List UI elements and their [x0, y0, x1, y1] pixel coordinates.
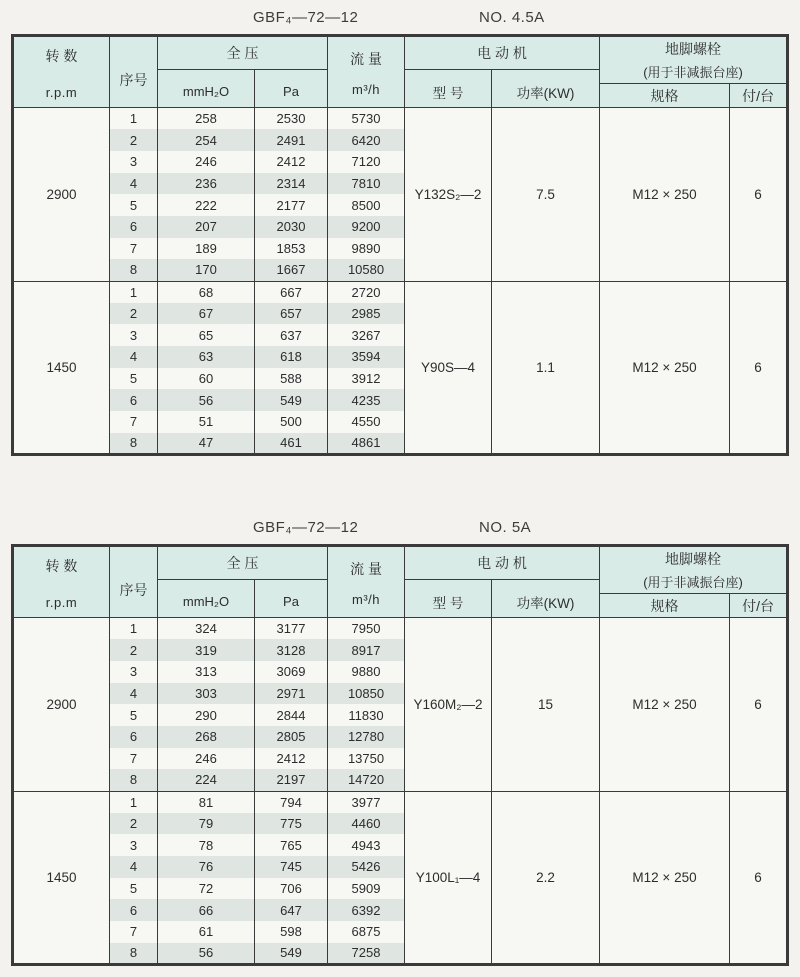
- pressure-pa-cell: 2314: [255, 173, 328, 195]
- pressure-pa-cell: 637: [255, 324, 328, 346]
- flow-cell: 9200: [328, 216, 405, 238]
- seq-cell: 6: [110, 389, 158, 411]
- pressure-mmh2o-cell: 56: [158, 389, 255, 411]
- pressure-mmh2o-cell: 170: [158, 259, 255, 281]
- pressure-pa-cell: 3069: [255, 661, 328, 683]
- fan-model-code: GBF₄—72—12: [253, 519, 359, 536]
- seq-cell: 4: [110, 856, 158, 878]
- pressure-mmh2o-cell: 63: [158, 346, 255, 368]
- pressure-pa-cell: 3128: [255, 639, 328, 661]
- pressure-pa-cell: 588: [255, 368, 328, 390]
- pressure-mmh2o-cell: 65: [158, 324, 255, 346]
- flow-cell: 9890: [328, 238, 405, 260]
- flow-cell: 4943: [328, 834, 405, 856]
- pressure-pa-cell: 2412: [255, 151, 328, 173]
- flow-cell: 3594: [328, 346, 405, 368]
- seq-cell: 5: [110, 878, 158, 900]
- pressure-pa-cell: 461: [255, 433, 328, 455]
- pressure-pa-cell: 3177: [255, 618, 328, 640]
- pressure-pa-cell: 775: [255, 813, 328, 835]
- header-motor: 电 动 机: [405, 546, 600, 580]
- flow-cell: 10580: [328, 259, 405, 281]
- flow-cell: 8500: [328, 194, 405, 216]
- seq-cell: 8: [110, 433, 158, 455]
- seq-cell: 5: [110, 194, 158, 216]
- pressure-pa-cell: 706: [255, 878, 328, 900]
- header-mmh2o: mmH₂O: [158, 70, 255, 108]
- flow-cell: 6875: [328, 921, 405, 943]
- pressure-pa-cell: 667: [255, 281, 328, 303]
- motor-power-cell: 15: [492, 618, 600, 792]
- header-pressure: 全 压: [158, 36, 328, 70]
- pressure-pa-cell: 1667: [255, 259, 328, 281]
- header-flow-unit: m³/h: [352, 82, 381, 97]
- flow-cell: 4460: [328, 813, 405, 835]
- pressure-pa-cell: 2177: [255, 194, 328, 216]
- flow-cell: 3267: [328, 324, 405, 346]
- flow-cell: 7120: [328, 151, 405, 173]
- seq-cell: 1: [110, 618, 158, 640]
- header-pressure: 全 压: [158, 546, 328, 580]
- flow-cell: 8917: [328, 639, 405, 661]
- pressure-mmh2o-cell: 81: [158, 791, 255, 813]
- pressure-mmh2o-cell: 207: [158, 216, 255, 238]
- seq-cell: 2: [110, 303, 158, 325]
- motor-power-cell: 7.5: [492, 108, 600, 282]
- header-bolt-spec: 规格: [600, 84, 730, 108]
- flow-cell: 10850: [328, 683, 405, 705]
- flow-cell: 5730: [328, 108, 405, 130]
- fan-spec-section-5a: [11, 516, 793, 966]
- pressure-pa-cell: 657: [255, 303, 328, 325]
- pressure-mmh2o-cell: 72: [158, 878, 255, 900]
- header-motor-model: 型 号: [405, 70, 492, 108]
- spec-table-body: [13, 108, 788, 455]
- flow-cell: 4235: [328, 389, 405, 411]
- pressure-mmh2o-cell: 254: [158, 129, 255, 151]
- seq-cell: 3: [110, 324, 158, 346]
- header-seq: 序号: [110, 546, 158, 618]
- fan-model-code: GBF₄—72—12: [253, 9, 359, 26]
- spec-table-body: [13, 618, 788, 965]
- seq-cell: 8: [110, 259, 158, 281]
- bolt-spec-cell: M12 × 250: [600, 618, 730, 792]
- header-seq: 序号: [110, 36, 158, 108]
- header-rpm: [13, 36, 110, 108]
- pressure-pa-cell: 598: [255, 921, 328, 943]
- pressure-pa-cell: 549: [255, 943, 328, 965]
- pressure-mmh2o-cell: 303: [158, 683, 255, 705]
- header-bolt: [600, 546, 788, 594]
- fan-spec-section-4-5a: [11, 6, 793, 456]
- pressure-mmh2o-cell: 189: [158, 238, 255, 260]
- pressure-pa-cell: 765: [255, 834, 328, 856]
- bolt-qty-cell: 6: [730, 281, 788, 455]
- pressure-mmh2o-cell: 313: [158, 661, 255, 683]
- pressure-mmh2o-cell: 78: [158, 834, 255, 856]
- pressure-mmh2o-cell: 246: [158, 151, 255, 173]
- header-bolt-note: (用于非减振台座): [643, 65, 743, 80]
- seq-cell: 7: [110, 238, 158, 260]
- header-bolt-qty: 付/台: [730, 594, 788, 618]
- pressure-mmh2o-cell: 51: [158, 411, 255, 433]
- bolt-spec-cell: M12 × 250: [600, 791, 730, 965]
- motor-model-cell: Y132S₂—2: [405, 108, 492, 282]
- bolt-qty-cell: 6: [730, 618, 788, 792]
- header-motor-model: 型 号: [405, 580, 492, 618]
- header-flow: [328, 36, 405, 108]
- flow-cell: 6420: [328, 129, 405, 151]
- pressure-pa-cell: 2491: [255, 129, 328, 151]
- flow-cell: 2985: [328, 303, 405, 325]
- seq-cell: 8: [110, 769, 158, 791]
- bolt-qty-cell: 6: [730, 791, 788, 965]
- header-flow-unit: m³/h: [352, 592, 381, 607]
- pressure-pa-cell: 2844: [255, 704, 328, 726]
- pressure-mmh2o-cell: 224: [158, 769, 255, 791]
- header-bolt-spec: 规格: [600, 594, 730, 618]
- bolt-qty-cell: 6: [730, 108, 788, 282]
- data-row: [13, 281, 788, 303]
- flow-cell: 5426: [328, 856, 405, 878]
- header-flow-title: 流 量: [350, 561, 382, 577]
- motor-power-cell: 1.1: [492, 281, 600, 455]
- pressure-pa-cell: 2412: [255, 748, 328, 770]
- flow-cell: 2720: [328, 281, 405, 303]
- bolt-spec-cell: M12 × 250: [600, 281, 730, 455]
- pressure-pa-cell: 2530: [255, 108, 328, 130]
- flow-cell: 7950: [328, 618, 405, 640]
- header-mmh2o: mmH₂O: [158, 580, 255, 618]
- pressure-mmh2o-cell: 246: [158, 748, 255, 770]
- header-rpm-title: 转 数: [45, 558, 78, 574]
- rpm-cell: 2900: [13, 618, 110, 792]
- rpm-cell: 1450: [13, 791, 110, 965]
- seq-cell: 5: [110, 704, 158, 726]
- data-row: [13, 791, 788, 813]
- header-rpm: [13, 546, 110, 618]
- pressure-pa-cell: 2805: [255, 726, 328, 748]
- flow-cell: 14720: [328, 769, 405, 791]
- flow-cell: 11830: [328, 704, 405, 726]
- fan-size-number: NO. 5A: [479, 519, 532, 536]
- pressure-mmh2o-cell: 290: [158, 704, 255, 726]
- seq-cell: 1: [110, 791, 158, 813]
- pressure-mmh2o-cell: 258: [158, 108, 255, 130]
- flow-cell: 9880: [328, 661, 405, 683]
- pressure-mmh2o-cell: 319: [158, 639, 255, 661]
- flow-cell: 5909: [328, 878, 405, 900]
- header-motor-power: 功率(KW): [492, 70, 600, 108]
- pressure-mmh2o-cell: 236: [158, 173, 255, 195]
- seq-cell: 1: [110, 281, 158, 303]
- pressure-mmh2o-cell: 222: [158, 194, 255, 216]
- seq-cell: 7: [110, 411, 158, 433]
- spec-table: [11, 544, 789, 966]
- seq-cell: 6: [110, 216, 158, 238]
- flow-cell: 7258: [328, 943, 405, 965]
- pressure-pa-cell: 2197: [255, 769, 328, 791]
- seq-cell: 4: [110, 173, 158, 195]
- pressure-pa-cell: 647: [255, 899, 328, 921]
- header-rpm-unit: r.p.m: [45, 595, 78, 610]
- seq-cell: 2: [110, 639, 158, 661]
- pressure-pa-cell: 500: [255, 411, 328, 433]
- pressure-mmh2o-cell: 60: [158, 368, 255, 390]
- pressure-mmh2o-cell: 324: [158, 618, 255, 640]
- pressure-mmh2o-cell: 79: [158, 813, 255, 835]
- seq-cell: 3: [110, 834, 158, 856]
- header-rpm-title: 转 数: [45, 48, 78, 64]
- section-title: [11, 516, 793, 540]
- header-bolt-title: 地脚螺栓: [665, 41, 722, 57]
- pressure-pa-cell: 2030: [255, 216, 328, 238]
- seq-cell: 7: [110, 748, 158, 770]
- pressure-mmh2o-cell: 66: [158, 899, 255, 921]
- pressure-pa-cell: 2971: [255, 683, 328, 705]
- pressure-mmh2o-cell: 268: [158, 726, 255, 748]
- header-bolt: [600, 36, 788, 84]
- seq-cell: 1: [110, 108, 158, 130]
- pressure-mmh2o-cell: 47: [158, 433, 255, 455]
- header-pa: Pa: [255, 70, 328, 108]
- pressure-mmh2o-cell: 56: [158, 943, 255, 965]
- rpm-cell: 1450: [13, 281, 110, 455]
- seq-cell: 7: [110, 921, 158, 943]
- flow-cell: 7810: [328, 173, 405, 195]
- header-pa: Pa: [255, 580, 328, 618]
- header-motor-power: 功率(KW): [492, 580, 600, 618]
- seq-cell: 4: [110, 683, 158, 705]
- flow-cell: 4550: [328, 411, 405, 433]
- seq-cell: 3: [110, 151, 158, 173]
- section-title: [11, 6, 793, 30]
- pressure-mmh2o-cell: 76: [158, 856, 255, 878]
- seq-cell: 2: [110, 813, 158, 835]
- pressure-pa-cell: 549: [255, 389, 328, 411]
- motor-model-cell: Y100L₁—4: [405, 791, 492, 965]
- motor-power-cell: 2.2: [492, 791, 600, 965]
- pressure-mmh2o-cell: 61: [158, 921, 255, 943]
- flow-cell: 6392: [328, 899, 405, 921]
- pressure-pa-cell: 745: [255, 856, 328, 878]
- pressure-pa-cell: 1853: [255, 238, 328, 260]
- header-bolt-qty: 付/台: [730, 84, 788, 108]
- header-flow: [328, 546, 405, 618]
- flow-cell: 12780: [328, 726, 405, 748]
- pressure-mmh2o-cell: 68: [158, 281, 255, 303]
- pressure-mmh2o-cell: 67: [158, 303, 255, 325]
- flow-cell: 4861: [328, 433, 405, 455]
- rpm-cell: 2900: [13, 108, 110, 282]
- header-bolt-note: (用于非减振台座): [643, 575, 743, 590]
- fan-size-number: NO. 4.5A: [479, 9, 545, 26]
- spec-table: [11, 34, 789, 456]
- data-row: [13, 618, 788, 640]
- seq-cell: 3: [110, 661, 158, 683]
- seq-cell: 4: [110, 346, 158, 368]
- flow-cell: 3977: [328, 791, 405, 813]
- header-bolt-title: 地脚螺栓: [665, 551, 722, 567]
- header-flow-title: 流 量: [350, 51, 382, 67]
- flow-cell: 3912: [328, 368, 405, 390]
- motor-model-cell: Y160M₂—2: [405, 618, 492, 792]
- pressure-pa-cell: 794: [255, 791, 328, 813]
- seq-cell: 6: [110, 899, 158, 921]
- header-motor: 电 动 机: [405, 36, 600, 70]
- seq-cell: 6: [110, 726, 158, 748]
- pressure-pa-cell: 618: [255, 346, 328, 368]
- seq-cell: 8: [110, 943, 158, 965]
- header-rpm-unit: r.p.m: [45, 85, 78, 100]
- bolt-spec-cell: M12 × 250: [600, 108, 730, 282]
- data-row: [13, 108, 788, 130]
- flow-cell: 13750: [328, 748, 405, 770]
- motor-model-cell: Y90S—4: [405, 281, 492, 455]
- seq-cell: 5: [110, 368, 158, 390]
- seq-cell: 2: [110, 129, 158, 151]
